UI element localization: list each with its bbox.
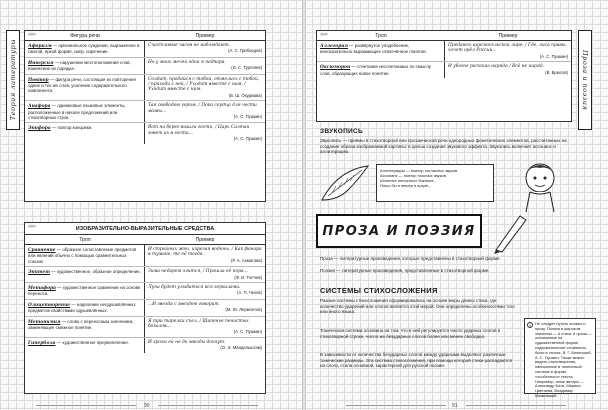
- example-author: (А. С. Пушкин): [539, 53, 568, 59]
- info-icon: i: [527, 322, 533, 328]
- term-name: Повтор: [28, 77, 49, 83]
- left-footer-line: [36, 405, 136, 406]
- dialog-line-1: Аллитерация — повтор согласных звуков.: [380, 168, 459, 173]
- left-side-tab: [6, 30, 20, 130]
- right-footer-line: [466, 405, 566, 406]
- figures-col1-header: Фигура речи: [70, 32, 100, 39]
- info-sidenote: [524, 318, 596, 398]
- figures-table: [24, 30, 266, 202]
- right-footer-line: [346, 405, 446, 406]
- term-cell: [25, 338, 145, 353]
- example-author: (Ф. И. Тютчев): [234, 274, 262, 280]
- zvukopis-heading: ЗВУКОПИСЬ: [320, 128, 363, 135]
- example-cell: [445, 62, 571, 78]
- term-name: Метафора: [28, 286, 56, 292]
- term-cell: [25, 75, 145, 101]
- term-name: Аллегория: [320, 44, 348, 49]
- arrows-decor: >>>: [320, 32, 328, 38]
- table-row: [25, 75, 265, 102]
- right-side-tab: [578, 30, 592, 130]
- table-row: [25, 41, 265, 58]
- example-text: Солдат, продайся с тобой, отмолись с тобой, / приходи с ней, / Уходит вместе с ним, / Уходит вместе с ним.: [148, 76, 260, 93]
- term-name: Эпитет: [28, 270, 50, 276]
- term-definition: — нарушение местоположения слов, изменение их порядка.: [28, 59, 131, 72]
- tropes-table-continued: [316, 30, 572, 122]
- arrows-decor: >>>: [28, 224, 36, 230]
- figures-col2-header: Пример: [195, 32, 215, 39]
- term-name: Гипербола: [28, 340, 56, 346]
- table-row: [317, 41, 571, 62]
- dialog-line-4: Плыл бы в ветер в вихре...: [380, 183, 432, 188]
- pen-illustration: [490, 210, 530, 254]
- tropes-table-title-row: [25, 223, 265, 235]
- example-text: Я три тарелки съел. / Шипенье пенистых бокалов...: [148, 318, 249, 330]
- example-author: (О. Э. Мандельштам): [220, 345, 262, 351]
- term-cell: [25, 300, 145, 316]
- tropes-col2-header: Пример: [195, 236, 215, 243]
- right-page-number: 91: [452, 403, 458, 409]
- systems-paragraph-3: В зависимости от количества безударных слогов между ударными выделяют различные тонические размеры. Эта система стихосложения, при помощи которой стихи распадаются на слоги, стала основной, характерной для русской поэзии.: [320, 352, 512, 369]
- left-footer-line: [158, 405, 258, 406]
- term-definition: — фигура речи, состоящая из повторения одних и тех же слов, усиление содержательного компонента.: [28, 76, 136, 94]
- example-cell: [145, 245, 265, 266]
- dialog-line-3: Шипенье пенистых бокалов...: [380, 178, 437, 183]
- tropes-cont-header: [317, 31, 571, 41]
- example-text: И стройных жен, изрезая водоны, / Как фонари в тумане, те её тогда.: [148, 247, 262, 258]
- zvukopis-text: Звукопись — приёмы в стихотворной или прозаической речи однородных фонетических элементов, рассчитанных на создание образа изображаемой картины: в целью создания звукового эффекта. Звукопись включает ассонанс и аллитерацию.: [320, 138, 567, 155]
- term-definition: — повтор концовки.: [50, 125, 93, 131]
- tropes-cont-col1-header: Троп: [375, 32, 387, 39]
- term-name: Сравнение: [28, 248, 56, 253]
- left-page-number: 90: [144, 403, 150, 409]
- term-definition: — слово с переносным значением, заменяющее смежное понятие.: [28, 318, 134, 331]
- term-definition: — одинаковые языковые элементы, расположенные в начале предложений или стихотворных строк.: [28, 103, 126, 121]
- arrows-decor: >>>: [28, 32, 36, 38]
- term-name: Афоризм: [28, 44, 52, 49]
- table-row: [25, 283, 265, 300]
- example-text: И убогое роскошь наряда / Всё не наряд.: [448, 64, 544, 70]
- term-cell: [25, 245, 145, 266]
- example-cell: [145, 317, 265, 337]
- example-author: (В. Брюсов): [545, 69, 568, 75]
- example-author: (А. С. Пушкин): [233, 329, 262, 335]
- example-text: Вот на берег вышли гости, / Царь Салтан зовет их в гости...: [148, 125, 250, 136]
- table-row: [25, 101, 265, 123]
- term-definition: — художественное сравнение на основе переноса.: [28, 285, 141, 297]
- example-cell: [445, 41, 571, 61]
- left-side-tab-label: Теория литературы: [9, 39, 17, 121]
- dialog-line-2: Ассонанс — повтор гласных звуков.: [380, 173, 447, 178]
- term-cell: [25, 123, 145, 143]
- sidenote-text: Не следует путать поэзию и прозу. Поэзия в широком значении — и стихи, и проза — основанные на художественной форме, содержательные сочинения, были в стихах. В. Г. Белинский, А. С. Пушкин. Также можно видеть стихотворения, написанные в тонической системе в форме «особенного» текста. Например, иные авторы — Александр Блок, Марина Цветаева, Владимир Маяковский.: [535, 321, 592, 398]
- term-name: Оксюморон: [320, 65, 351, 71]
- table-row: [25, 267, 265, 283]
- example-cell: [145, 58, 265, 74]
- example-cell: [145, 267, 265, 282]
- term-definition: — развёрнутое уподобление, иносказательно выражающее отвлечённое понятие.: [320, 43, 428, 55]
- term-cell: [317, 41, 445, 61]
- term-definition: — художественное преувеличение.: [55, 339, 129, 345]
- table-row: [25, 58, 265, 75]
- poeziya-definition: Поэзия — литературные произведения, представленные в стихотворной форме.: [320, 268, 490, 273]
- alliteration-dialog: [376, 164, 494, 202]
- example-author: (М. Ю. Лермонтов): [225, 307, 262, 313]
- figures-table-header: [25, 31, 265, 41]
- section-banner-title: ПРОЗА И ПОЭЗИЯ: [322, 223, 476, 239]
- tropes-table-header: [25, 235, 265, 245]
- tropes-table-title: ИЗОБРАЗИТЕЛЬНО-ВЫРАЗИТЕЛЬНЫЕ СРЕДСТВА: [75, 225, 215, 232]
- example-author: (А. С. Пушкин): [233, 136, 262, 142]
- term-cell: [25, 101, 145, 122]
- tropes-cont-col2-header: Пример: [498, 32, 518, 39]
- book-spine: [302, 0, 306, 410]
- term-cell: [317, 62, 445, 78]
- section-banner: [316, 214, 482, 248]
- example-text: Предаюсь царскосельской лире; / Где, лиса правы, хочет орёл России...: [448, 43, 567, 54]
- term-definition: — оригинальное суждение, выраженное в сжатой, яркой форме, напр. изречение.: [28, 43, 140, 55]
- example-text: ...И звезда с звездою говорит.: [148, 301, 220, 307]
- term-cell: [25, 267, 145, 282]
- term-name: Эпифора: [28, 126, 51, 132]
- term-definition: — образное сопоставление предметов или явлений обычно с помощью сравнительных союзов.: [28, 247, 137, 264]
- example-author: (И. С. Тургенев): [231, 65, 262, 71]
- table-row: [25, 338, 265, 353]
- table-row: [25, 245, 265, 267]
- right-side-tab-label: Проза и поэзия: [581, 49, 589, 111]
- example-cell: [145, 41, 265, 57]
- example-author: (А. С. Грибоедов): [228, 48, 262, 54]
- example-text: Счастливые часов не наблюдают.: [148, 43, 231, 48]
- example-text: Но у моих мечей одна я подпора.: [148, 59, 226, 65]
- table-row: [25, 123, 265, 143]
- term-definition: — художественное, образное определение.: [49, 269, 141, 275]
- example-author: (А. П. Чехов): [237, 290, 262, 296]
- example-cell: [145, 101, 265, 122]
- example-text: Тая свободою горим, / Пока сердца для чести живы...: [148, 103, 257, 114]
- term-cell: [25, 283, 145, 299]
- example-cell: [145, 300, 265, 316]
- table-row: [25, 317, 265, 338]
- example-text: Луна будет улыбаться вся зеркалами.: [148, 285, 241, 291]
- example-cell: [145, 283, 265, 299]
- example-cell: [145, 123, 265, 143]
- systems-heading: СИСТЕМЫ СТИХОСЛОЖЕНИЯ: [320, 286, 438, 295]
- table-row: [25, 300, 265, 317]
- example-text: И грозы ей не до звезды дохнут.: [148, 339, 226, 345]
- example-cell: [145, 338, 265, 353]
- example-cell: [145, 75, 265, 101]
- systems-paragraph-1: Разные системы стихосложения сформировались на основе меры длины стиха, где количество ударений или слогов является этой мерой. Они определены особенностями того или иного языка.: [320, 298, 515, 315]
- term-cell: [25, 41, 145, 57]
- example-text: Зима недаром злится, / Прошла её пора...: [148, 269, 248, 275]
- tropes-col1-header: Троп: [79, 236, 91, 243]
- boy-face-illustration: [510, 158, 570, 214]
- term-cell: [25, 317, 145, 337]
- term-name: Инверсия: [28, 60, 54, 66]
- term-definition: — сочетание несочетаемых по смыслу слов, образующих новое понятие.: [320, 64, 431, 76]
- example-author: (А. С. Пушкин): [233, 114, 262, 120]
- boy-illustration: [318, 160, 378, 210]
- tropes-table: [24, 222, 266, 394]
- proza-definition: Проза — литературные произведения, которые представлены в стихотворной форме.: [320, 256, 501, 261]
- term-cell: [25, 58, 145, 74]
- term-definition: — наделение неодушевлённых предметов свойствами одушевлённых.: [28, 301, 136, 314]
- term-name: Олицетворение: [28, 302, 71, 308]
- term-name: Метонимия: [28, 319, 61, 325]
- example-author: (Б. Ш. Окуджава): [228, 92, 262, 98]
- table-row: [317, 62, 571, 78]
- term-name: Анафора: [28, 104, 51, 110]
- example-author: (Р. А. Ахматова): [231, 257, 262, 263]
- systems-paragraph-2: Тоническая система основана на том, что в ней регулируется число ударных слогов в стихотворной строке, число же безударных слогов более или менее свободно.: [320, 328, 501, 339]
